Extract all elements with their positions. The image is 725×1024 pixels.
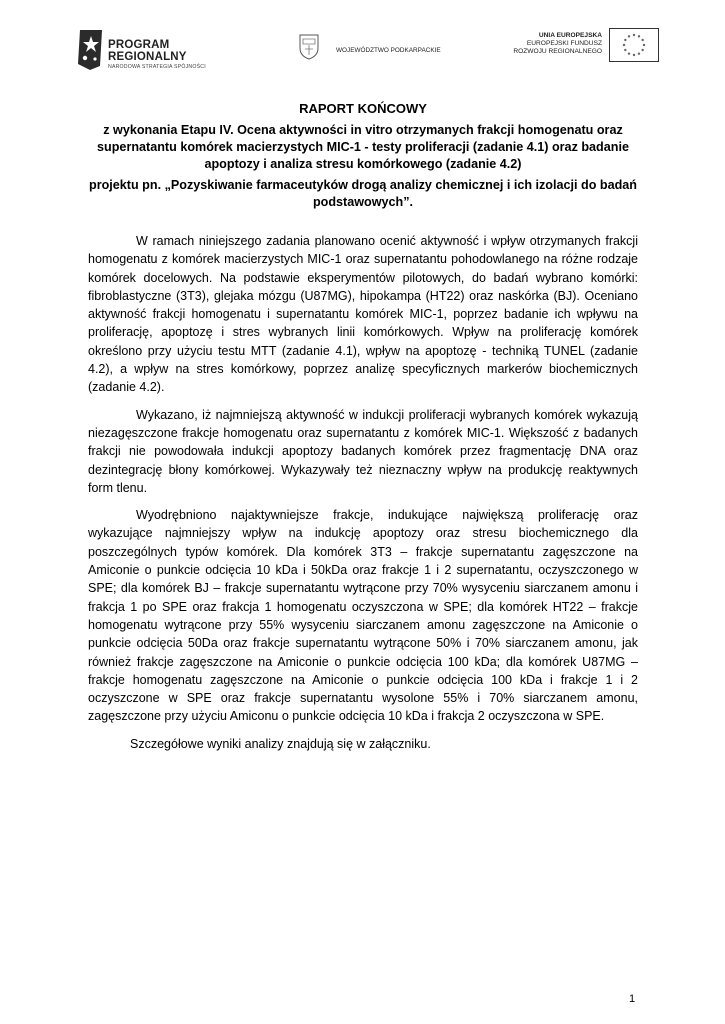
eu-fund-label <box>480 32 602 56</box>
nss-label: NARODOWA STRATEGIA SPÓJNOŚCI <box>108 64 206 70</box>
eu-fund-line1: EUROPEJSKI FUNDUSZ <box>526 40 602 47</box>
eu-title: UNIA EUROPEJSKA <box>538 32 602 39</box>
eu-star-icon <box>633 54 635 56</box>
eu-star-icon <box>643 44 645 46</box>
voivodeship-label: WOJEWÓDZTWO PODKARPACKIE <box>336 47 441 54</box>
report-title: RAPORT KOŃCOWY <box>299 101 427 116</box>
eu-star-icon <box>641 49 643 51</box>
paragraph-4: Szczegółowe wyniki analizy znajdują się w załączniku. <box>130 736 431 751</box>
eu-flag-icon <box>609 28 659 62</box>
report-subtitle: z wykonania Etapu IV. Ocena aktywności in vitro otrzymanych frakcji homogenatu oraz supernatantu komórek macierzystych MIC-1 - testy proliferacji (zadanie 4.1) oraz badanie apoptozy i analiza stresu komórkowego (zadanie 4.2) <box>97 123 629 171</box>
eu-star-icon <box>628 52 630 54</box>
eu-star-icon <box>638 52 640 54</box>
voivodeship-crest-icon <box>299 34 319 60</box>
eu-star-icon <box>633 34 635 36</box>
eu-star-icon <box>624 49 626 51</box>
paragraph-3: Wyodrębniono najaktywniejsze frakcje, indukujące największą proliferację oraz wykazujące najmniejszy wpływ na indukcję apoptozy oraz stresu biochemicznego dla poszczególnych typów komórek. Dla komórek 3T3 – frakcje supernatantu zagęszczone na Amiconie o punkcie odcięcia 10 kDa i 50kDa oraz frakcje 1 i 2 supernatantu, oczyszczonego w SPE; dla komórek BJ – frakcje supernatantu wytrącone przy 70% wysyceniu siarczanem amonu i frakcja 1 po SPE oraz frakcja 1 homogenatu oczyszczona w SPE; dla komórek HT22 – frakcje homogenatu wytrącone przy 55% wysyceniu siarczanem amonu zagęszczone na Amiconie o punkcie odcięcia 50Da oraz frakcje supernatantu wytrącone 50% i 70% siarczanem amonu, jak również frakcje zagęszczone na Amiconie o punkcie odcięcia 100 kDa; dla komórek U87MG – frakcje homogenatu zagęszczone na Amiconie o punkcie odcięcia 100 kDa i frakcje 1 i 2 oczyszczone w SPE oraz frakcje supernatantu wysolone 55% i 70% siarczanem amonu, zagęszczone przy użyciu Amiconu o punkcie odcięcia 10 kDa i frakcja 2 oczyszczona w SPE. <box>88 508 638 724</box>
paragraph-2: Wykazano, iż najmniejszą aktywność w indukcji proliferacji wybranych komórek wykazują niezagęszczone frakcje homogenatu oraz supernatantu z komórek MIC-1. Większość z badanych frakcji nie powodowała indukcji apoptozy badanych komórek przez fragmentację DNA oraz dezintegrację błony komórkowej. Wykazywały też nieznaczny wpływ na produkcję reaktywnych form tlenu. <box>88 407 638 495</box>
eu-star-icon <box>628 35 630 37</box>
eu-star-icon <box>638 35 640 37</box>
project-title: projektu pn. „Pozyskiwanie farmaceutyków drogą analizy chemicznej i ich izolacji do badań podstawowych”. <box>89 178 637 209</box>
report-body <box>88 232 638 762</box>
eu-star-icon <box>624 39 626 41</box>
eu-star-icon <box>641 39 643 41</box>
regionalny-label: REGIONALNY <box>108 51 187 63</box>
page-header <box>0 28 725 78</box>
paragraph-1: W ramach niniejszego zadania planowano ocenić aktywność i wpływ otrzymanych frakcji homogenatu z komórek macierzystych MIC-1 oraz supernatantu pohodowlanego na różne rodzaje komórek docelowych. Na podstawie eksperymentów pilotowych, do badań wybrano komórki: fibroblastyczne (3T3), glejaka mózgu (U87MG), hipokampa (HT22) oraz naskórka (BJ). Oceniano aktywność frakcji homogenatu i supernatantu komórek MIC-1, poprzez badanie ich wpływu na proliferację, apoptozę i stres wybranych linii komórkowych. Wpływ na proliferację komórek określono przy użyciu testu MTT (zadanie 4.1), wpływ na apoptozę - techniką TUNEL (zadanie 4.2), a wpływ na stres komórkowy, poprzez analizę specyficznych markerów biochemicznych (zadanie 4.2). <box>88 234 638 395</box>
program-regionalny-emblem-icon <box>76 28 106 70</box>
eu-star-icon <box>623 44 625 46</box>
page-number: 1 <box>629 993 636 1005</box>
program-label: PROGRAM <box>108 39 170 51</box>
eu-fund-line2: ROZWOJU REGIONALNEGO <box>513 48 602 55</box>
program-regionalny-logo <box>76 28 226 76</box>
